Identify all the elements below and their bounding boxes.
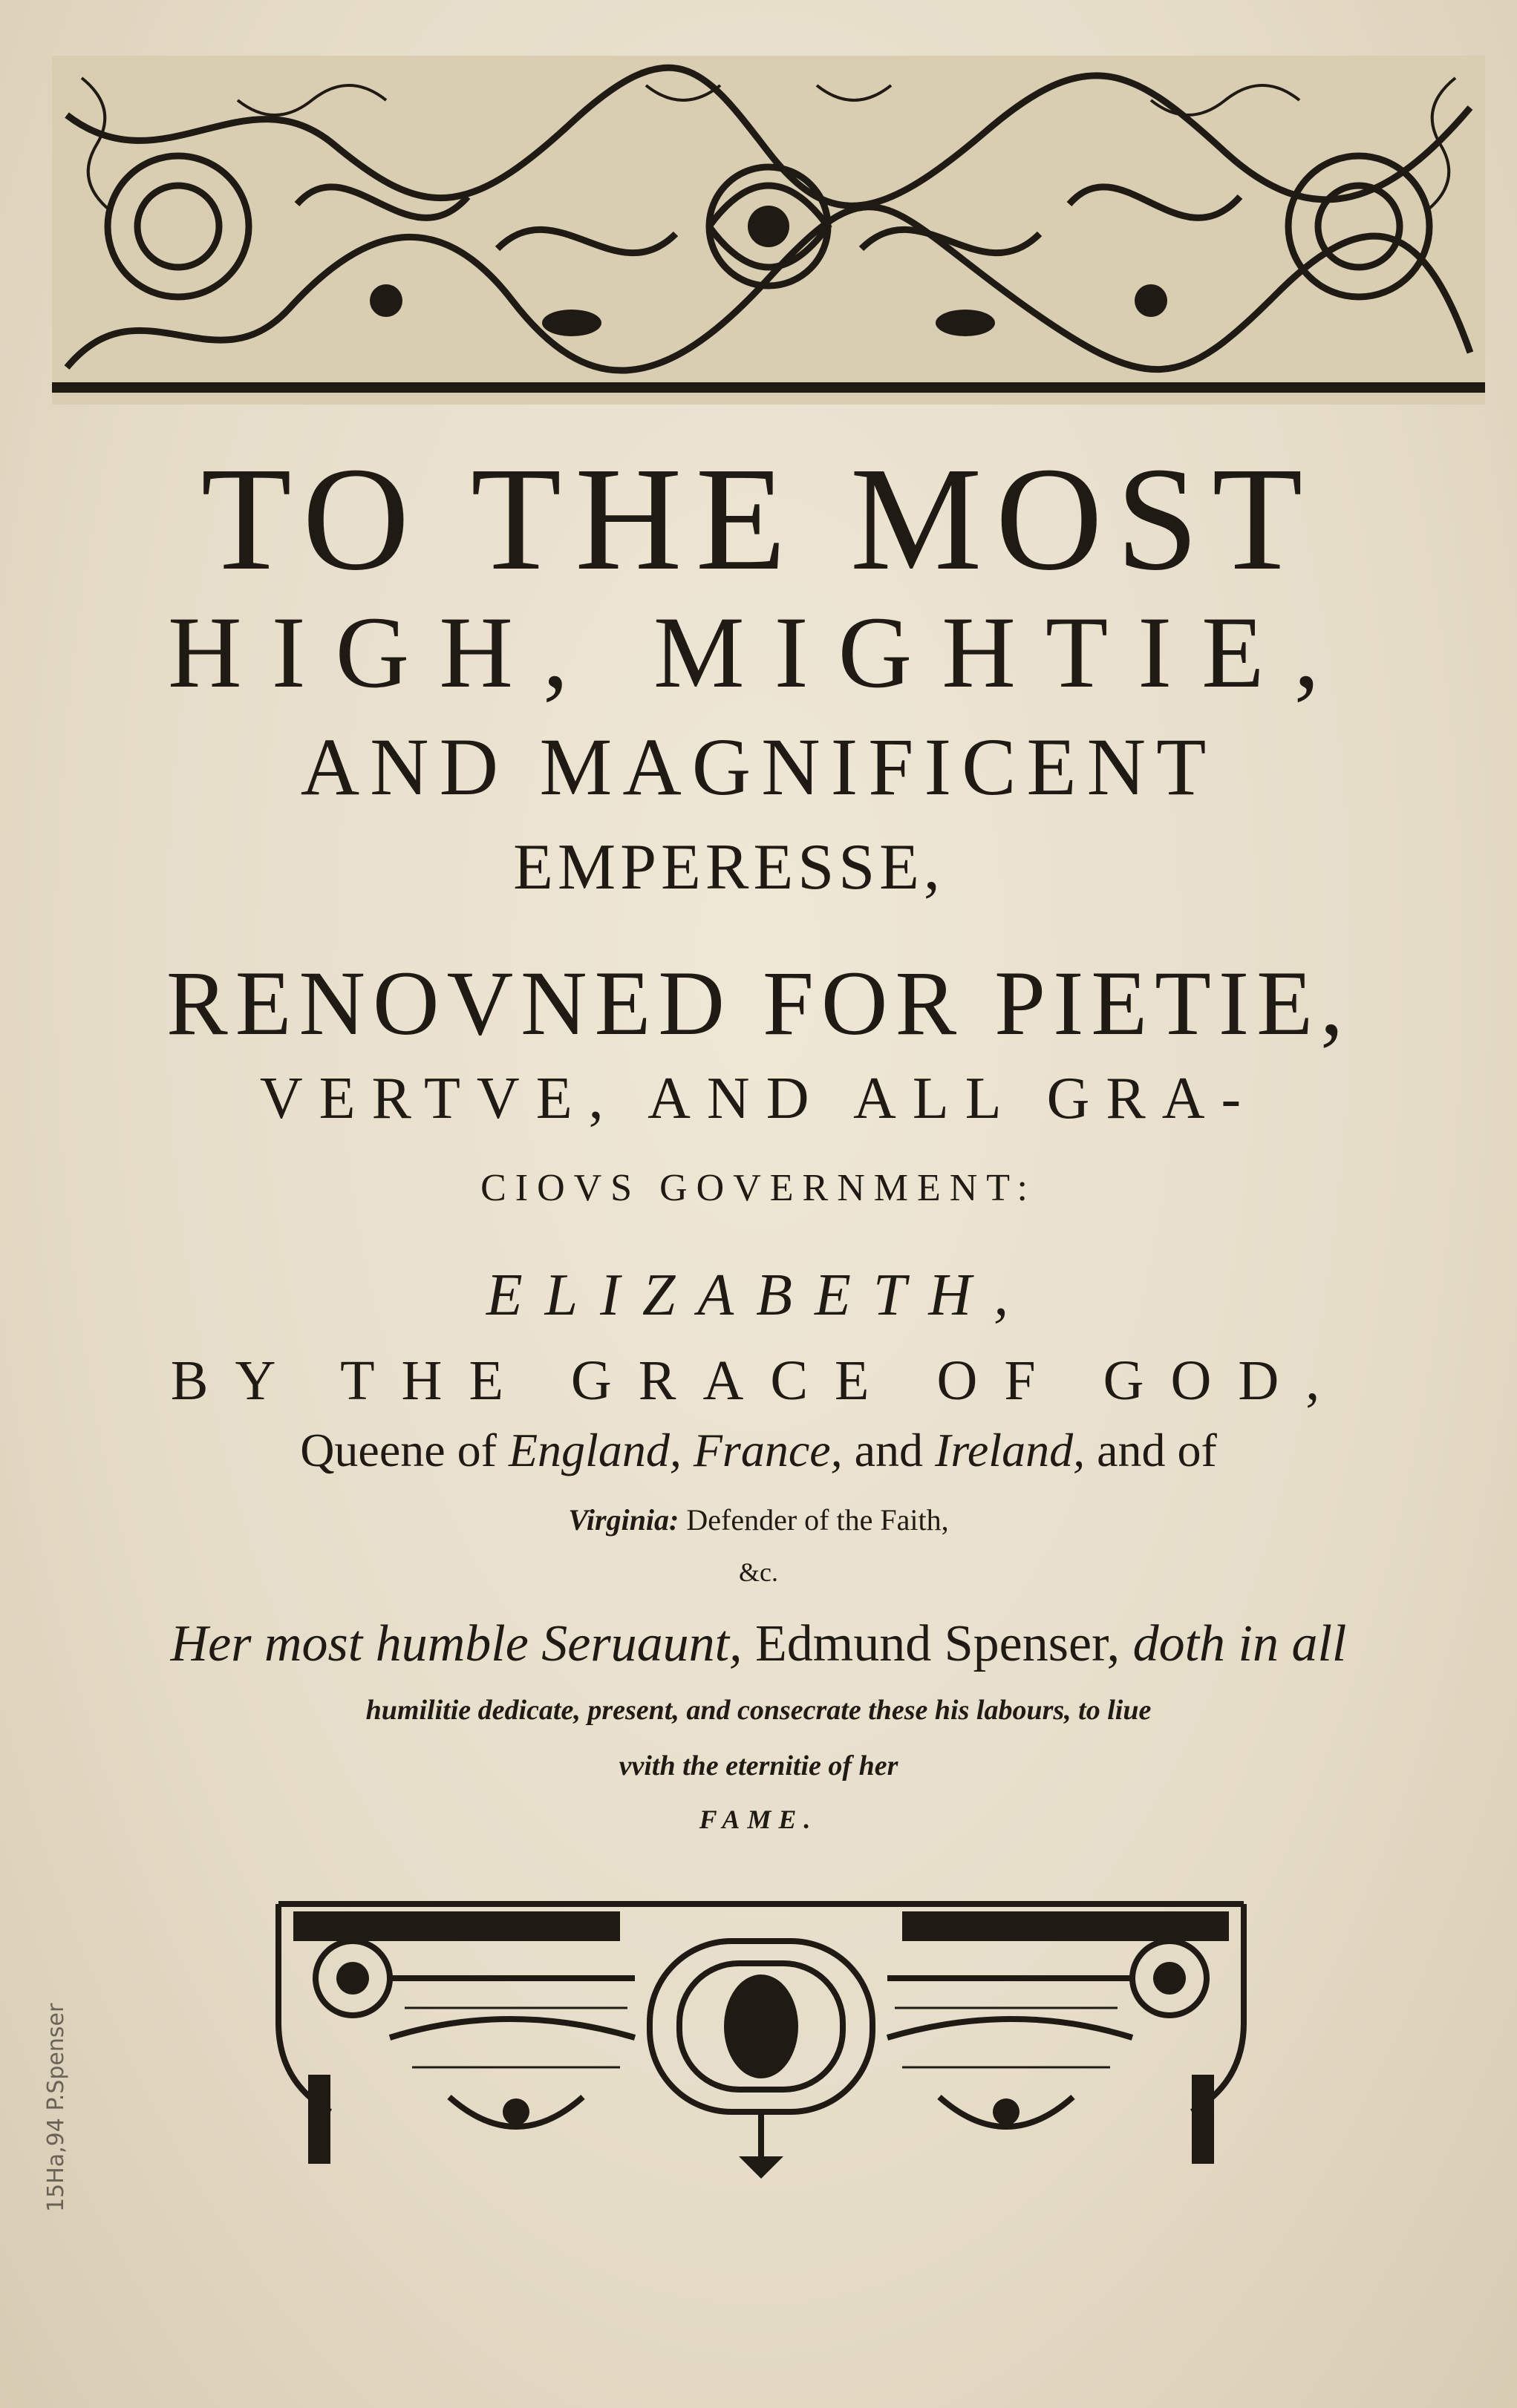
headpiece-ornament bbox=[52, 56, 1485, 405]
margin-shelf-mark bbox=[7, 1930, 69, 2212]
title-line-high-mightie: HIGH, MIGHTIE, bbox=[168, 595, 1349, 709]
shelf-mark-text: 15Ha,94 P.Spenser bbox=[43, 2003, 69, 2212]
england: England, bbox=[508, 1424, 682, 1476]
title-line-to-the-most: TO THE MOST bbox=[200, 437, 1317, 601]
title-line-elizabeth: ELIZABETH, bbox=[486, 1263, 1031, 1328]
tailpiece-ornament bbox=[264, 1889, 1259, 2182]
title-line-humilitie: humilitie dedicate, present, and consecrate these his labours, to liue bbox=[365, 1695, 1152, 1726]
title-line-magnificent: AND MAGNIFICENT bbox=[300, 722, 1217, 812]
title-line-virginia bbox=[0, 1505, 1517, 1535]
title-line-grace-of-god: BY THE GRACE OF GOD, bbox=[170, 1349, 1347, 1412]
queene-of: Queene of bbox=[300, 1424, 509, 1476]
ireland: Ireland, bbox=[935, 1424, 1086, 1476]
title-line-etc: &c. bbox=[739, 1557, 778, 1587]
title-line-vertve: VERTVE, AND ALL GRA- bbox=[259, 1066, 1258, 1131]
title-line-renovned: RENOVNED FOR PIETIE, bbox=[166, 952, 1351, 1054]
doth-in-all: doth in all bbox=[1132, 1615, 1347, 1672]
space bbox=[682, 1424, 694, 1476]
title-line-fame: FAME. bbox=[699, 1805, 818, 1834]
her-most-humble-seruaunt: Her most humble Seruaunt, bbox=[170, 1615, 743, 1672]
defender-of-the-faith: Defender of the Faith, bbox=[679, 1503, 949, 1537]
virginia: Virginia: bbox=[568, 1503, 679, 1537]
france: France, bbox=[693, 1424, 843, 1476]
title-line-government: CIOVS GOVERNMENT: bbox=[480, 1167, 1037, 1209]
title-line-eternitie: vvith the eternitie of her bbox=[619, 1750, 898, 1782]
title-line-emperesse: EMPERESSE, bbox=[513, 831, 945, 903]
title-line-queene bbox=[0, 1424, 1517, 1476]
and: and bbox=[842, 1424, 936, 1476]
edmund-spenser: Edmund Spenser, bbox=[742, 1615, 1133, 1672]
title-line-seruaunt bbox=[0, 1615, 1517, 1672]
and-of: and of bbox=[1085, 1424, 1217, 1476]
